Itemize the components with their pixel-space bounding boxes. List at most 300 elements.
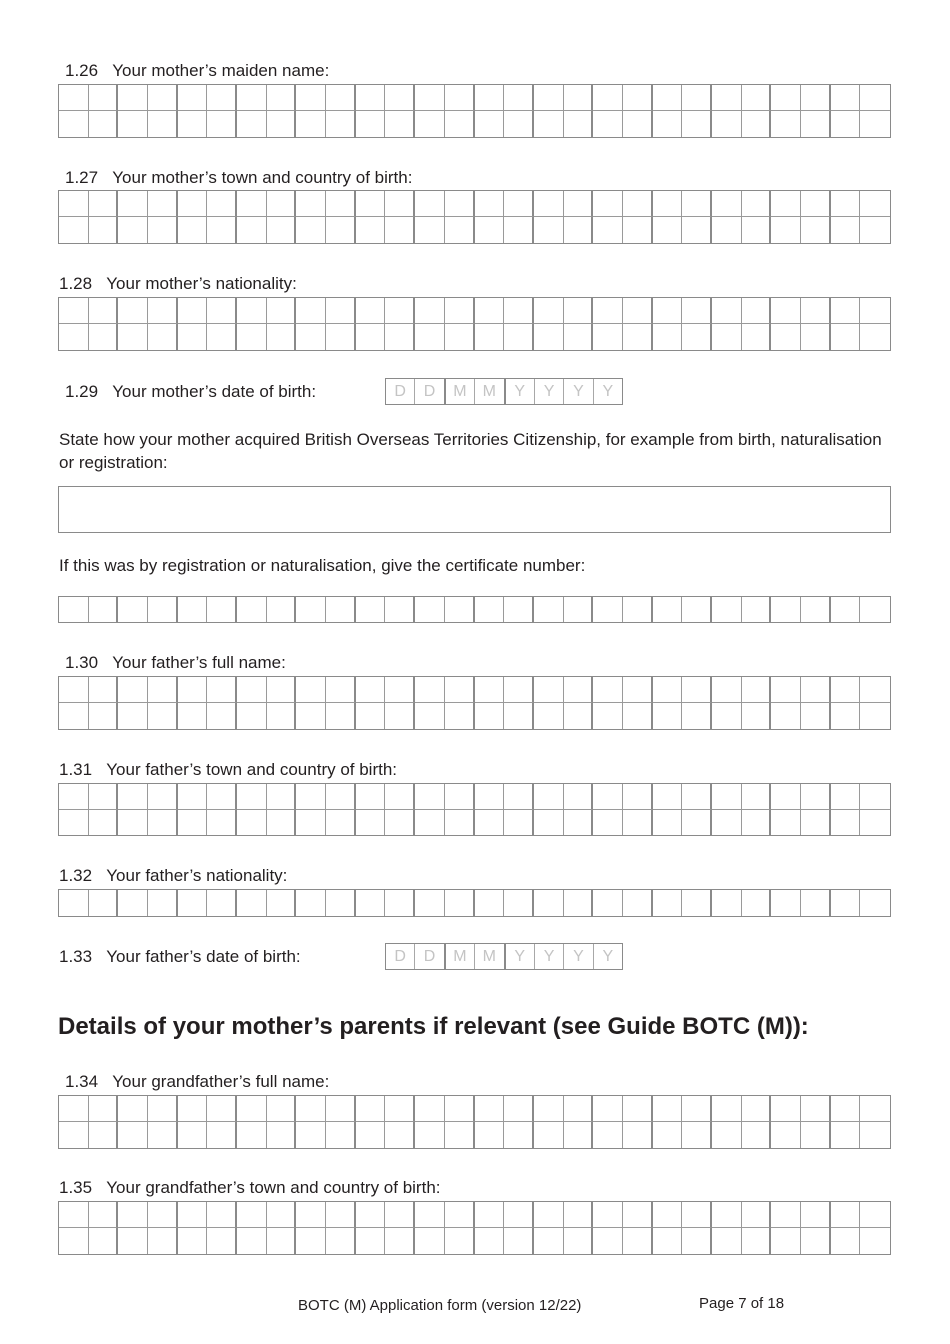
- char-box[interactable]: [682, 85, 712, 111]
- char-box[interactable]: [207, 217, 237, 243]
- char-box[interactable]: [267, 784, 297, 810]
- char-box[interactable]: [267, 298, 297, 324]
- char-box[interactable]: [712, 703, 742, 729]
- char-box[interactable]: [415, 1228, 445, 1254]
- char-box[interactable]: [712, 1202, 742, 1228]
- char-box[interactable]: [534, 1202, 564, 1228]
- char-box[interactable]: [385, 1228, 415, 1254]
- char-box[interactable]: [742, 784, 772, 810]
- char-box[interactable]: [445, 597, 475, 622]
- char-box[interactable]: [593, 324, 623, 350]
- char-box[interactable]: [831, 217, 861, 243]
- grandfather-full-name-field[interactable]: [58, 1095, 891, 1149]
- char-box[interactable]: [237, 703, 267, 729]
- char-box[interactable]: [385, 324, 415, 350]
- char-box[interactable]: [771, 1202, 801, 1228]
- char-box[interactable]: [148, 810, 178, 836]
- char-box[interactable]: [118, 597, 148, 622]
- char-box[interactable]: [504, 324, 534, 350]
- char-box[interactable]: [445, 703, 475, 729]
- char-box[interactable]: [148, 784, 178, 810]
- char-box[interactable]: [593, 703, 623, 729]
- char-box[interactable]: [771, 191, 801, 217]
- char-box[interactable]: [623, 191, 653, 217]
- char-box[interactable]: [653, 1122, 683, 1148]
- char-box[interactable]: [267, 677, 297, 703]
- char-box[interactable]: [178, 298, 208, 324]
- date-digit-box[interactable]: Y: [506, 379, 535, 404]
- char-box[interactable]: [801, 597, 831, 622]
- char-box[interactable]: [653, 1096, 683, 1122]
- char-box[interactable]: [207, 597, 237, 622]
- char-box[interactable]: [475, 1202, 505, 1228]
- char-box[interactable]: [267, 85, 297, 111]
- char-box[interactable]: [415, 810, 445, 836]
- char-box[interactable]: [860, 1122, 890, 1148]
- char-box[interactable]: [504, 703, 534, 729]
- char-box[interactable]: [504, 784, 534, 810]
- char-box[interactable]: [801, 810, 831, 836]
- char-box[interactable]: [742, 703, 772, 729]
- char-box[interactable]: [237, 1228, 267, 1254]
- char-box[interactable]: [534, 298, 564, 324]
- char-box[interactable]: [237, 597, 267, 622]
- char-box[interactable]: [118, 324, 148, 350]
- char-box[interactable]: [623, 1228, 653, 1254]
- char-box[interactable]: [59, 217, 89, 243]
- char-box[interactable]: [623, 703, 653, 729]
- char-box[interactable]: [415, 784, 445, 810]
- char-box[interactable]: [860, 890, 890, 916]
- char-box[interactable]: [445, 324, 475, 350]
- date-digit-box[interactable]: M: [475, 379, 505, 404]
- certificate-number-field[interactable]: [58, 596, 891, 623]
- char-box[interactable]: [534, 597, 564, 622]
- char-box[interactable]: [653, 298, 683, 324]
- char-box[interactable]: [207, 784, 237, 810]
- char-box[interactable]: [59, 111, 89, 137]
- char-box[interactable]: [860, 298, 890, 324]
- char-box[interactable]: [742, 85, 772, 111]
- char-box[interactable]: [326, 111, 356, 137]
- char-box[interactable]: [385, 85, 415, 111]
- char-box[interactable]: [237, 298, 267, 324]
- char-box[interactable]: [593, 298, 623, 324]
- char-box[interactable]: [742, 597, 772, 622]
- char-box[interactable]: [89, 890, 119, 916]
- char-box[interactable]: [415, 298, 445, 324]
- char-box[interactable]: [623, 784, 653, 810]
- char-box[interactable]: [89, 1122, 119, 1148]
- char-box[interactable]: [593, 85, 623, 111]
- char-box[interactable]: [296, 1228, 326, 1254]
- char-box[interactable]: [296, 810, 326, 836]
- char-box[interactable]: [623, 217, 653, 243]
- char-box[interactable]: [564, 217, 594, 243]
- char-box[interactable]: [118, 677, 148, 703]
- char-box[interactable]: [623, 677, 653, 703]
- char-box[interactable]: [207, 1096, 237, 1122]
- char-box[interactable]: [712, 597, 742, 622]
- char-box[interactable]: [712, 191, 742, 217]
- char-box[interactable]: [653, 677, 683, 703]
- char-box[interactable]: [860, 597, 890, 622]
- char-box[interactable]: [653, 111, 683, 137]
- char-box[interactable]: [59, 784, 89, 810]
- char-box[interactable]: [207, 85, 237, 111]
- char-box[interactable]: [682, 324, 712, 350]
- char-box[interactable]: [801, 784, 831, 810]
- char-box[interactable]: [445, 1202, 475, 1228]
- char-box[interactable]: [178, 111, 208, 137]
- char-box[interactable]: [59, 810, 89, 836]
- char-box[interactable]: [178, 677, 208, 703]
- char-box[interactable]: [534, 1122, 564, 1148]
- char-box[interactable]: [385, 784, 415, 810]
- char-box[interactable]: [593, 677, 623, 703]
- char-box[interactable]: [475, 677, 505, 703]
- char-box[interactable]: [771, 85, 801, 111]
- char-box[interactable]: [118, 1228, 148, 1254]
- mother-birthplace-field[interactable]: [58, 190, 891, 244]
- char-box[interactable]: [207, 324, 237, 350]
- char-box[interactable]: [623, 85, 653, 111]
- char-box[interactable]: [148, 597, 178, 622]
- char-box[interactable]: [771, 1096, 801, 1122]
- char-box[interactable]: [860, 810, 890, 836]
- date-digit-box[interactable]: Y: [602, 947, 614, 965]
- char-box[interactable]: [742, 111, 772, 137]
- char-box[interactable]: [296, 703, 326, 729]
- char-box[interactable]: [89, 111, 119, 137]
- char-box[interactable]: [89, 597, 119, 622]
- char-box[interactable]: [178, 890, 208, 916]
- char-box[interactable]: [475, 890, 505, 916]
- char-box[interactable]: [89, 1202, 119, 1228]
- char-box[interactable]: [504, 111, 534, 137]
- char-box[interactable]: [296, 890, 326, 916]
- char-box[interactable]: [207, 703, 237, 729]
- char-box[interactable]: [712, 85, 742, 111]
- char-box[interactable]: [475, 191, 505, 217]
- char-box[interactable]: [831, 324, 861, 350]
- date-digit-box[interactable]: M: [475, 944, 505, 969]
- char-box[interactable]: [475, 784, 505, 810]
- date-digit-box[interactable]: M: [446, 944, 475, 969]
- char-box[interactable]: [831, 810, 861, 836]
- char-box[interactable]: [415, 85, 445, 111]
- char-box[interactable]: [326, 1096, 356, 1122]
- char-box[interactable]: [771, 810, 801, 836]
- char-box[interactable]: [296, 677, 326, 703]
- char-box[interactable]: [385, 703, 415, 729]
- char-box[interactable]: [148, 85, 178, 111]
- char-box[interactable]: [771, 324, 801, 350]
- char-box[interactable]: [712, 111, 742, 137]
- char-box[interactable]: [475, 1096, 505, 1122]
- char-box[interactable]: [178, 1228, 208, 1254]
- char-box[interactable]: [415, 677, 445, 703]
- char-box[interactable]: [712, 810, 742, 836]
- char-box[interactable]: [742, 298, 772, 324]
- char-box[interactable]: [593, 810, 623, 836]
- char-box[interactable]: [564, 703, 594, 729]
- char-box[interactable]: [89, 810, 119, 836]
- char-box[interactable]: [475, 217, 505, 243]
- char-box[interactable]: [682, 1228, 712, 1254]
- char-box[interactable]: [831, 890, 861, 916]
- acquisition-method-field[interactable]: [58, 486, 891, 533]
- char-box[interactable]: [801, 1096, 831, 1122]
- char-box[interactable]: [801, 217, 831, 243]
- char-box[interactable]: [564, 784, 594, 810]
- char-box[interactable]: [623, 1096, 653, 1122]
- char-box[interactable]: [831, 1202, 861, 1228]
- char-box[interactable]: [148, 298, 178, 324]
- char-box[interactable]: [742, 1228, 772, 1254]
- char-box[interactable]: [296, 597, 326, 622]
- char-box[interactable]: [237, 1122, 267, 1148]
- char-box[interactable]: [445, 191, 475, 217]
- char-box[interactable]: [237, 677, 267, 703]
- char-box[interactable]: [831, 111, 861, 137]
- char-box[interactable]: [207, 1202, 237, 1228]
- char-box[interactable]: [742, 191, 772, 217]
- char-box[interactable]: [593, 1202, 623, 1228]
- char-box[interactable]: [504, 298, 534, 324]
- char-box[interactable]: [682, 810, 712, 836]
- char-box[interactable]: [712, 890, 742, 916]
- mother-dob-field[interactable]: [385, 378, 623, 405]
- char-box[interactable]: [564, 1122, 594, 1148]
- char-box[interactable]: [504, 677, 534, 703]
- char-box[interactable]: [504, 1122, 534, 1148]
- char-box[interactable]: [118, 810, 148, 836]
- char-box[interactable]: [860, 677, 890, 703]
- char-box[interactable]: [623, 324, 653, 350]
- char-box[interactable]: [267, 191, 297, 217]
- char-box[interactable]: [475, 1122, 505, 1148]
- father-nationality-field[interactable]: [58, 889, 891, 917]
- char-box[interactable]: [59, 703, 89, 729]
- char-box[interactable]: [653, 1228, 683, 1254]
- char-box[interactable]: [207, 1122, 237, 1148]
- char-box[interactable]: [712, 1096, 742, 1122]
- char-box[interactable]: [475, 597, 505, 622]
- char-box[interactable]: [445, 677, 475, 703]
- char-box[interactable]: [148, 890, 178, 916]
- char-box[interactable]: [59, 597, 89, 622]
- char-box[interactable]: [445, 784, 475, 810]
- char-box[interactable]: [356, 890, 386, 916]
- char-box[interactable]: [445, 890, 475, 916]
- char-box[interactable]: [860, 703, 890, 729]
- char-box[interactable]: [267, 217, 297, 243]
- char-box[interactable]: [118, 298, 148, 324]
- char-box[interactable]: [148, 677, 178, 703]
- char-box[interactable]: [712, 298, 742, 324]
- char-box[interactable]: [771, 677, 801, 703]
- char-box[interactable]: [445, 1096, 475, 1122]
- char-box[interactable]: [178, 810, 208, 836]
- char-box[interactable]: [623, 111, 653, 137]
- char-box[interactable]: [237, 111, 267, 137]
- char-box[interactable]: [564, 890, 594, 916]
- char-box[interactable]: [860, 324, 890, 350]
- char-box[interactable]: [623, 1122, 653, 1148]
- char-box[interactable]: [504, 191, 534, 217]
- char-box[interactable]: [682, 703, 712, 729]
- char-box[interactable]: [475, 1228, 505, 1254]
- char-box[interactable]: [534, 1096, 564, 1122]
- char-box[interactable]: [445, 298, 475, 324]
- char-box[interactable]: [564, 324, 594, 350]
- char-box[interactable]: [831, 298, 861, 324]
- char-box[interactable]: [415, 111, 445, 137]
- char-box[interactable]: [237, 810, 267, 836]
- date-digit-box[interactable]: D: [386, 944, 415, 969]
- char-box[interactable]: [326, 677, 356, 703]
- char-box[interactable]: [296, 85, 326, 111]
- char-box[interactable]: [831, 191, 861, 217]
- char-box[interactable]: [148, 217, 178, 243]
- char-box[interactable]: [267, 703, 297, 729]
- char-box[interactable]: [534, 703, 564, 729]
- char-box[interactable]: [296, 217, 326, 243]
- char-box[interactable]: [860, 85, 890, 111]
- char-box[interactable]: [326, 1202, 356, 1228]
- char-box[interactable]: [682, 677, 712, 703]
- char-box[interactable]: [860, 1228, 890, 1254]
- char-box[interactable]: [267, 1122, 297, 1148]
- char-box[interactable]: [801, 1228, 831, 1254]
- char-box[interactable]: [831, 784, 861, 810]
- char-box[interactable]: [623, 1202, 653, 1228]
- char-box[interactable]: [326, 597, 356, 622]
- char-box[interactable]: [742, 677, 772, 703]
- char-box[interactable]: [831, 1122, 861, 1148]
- char-box[interactable]: [415, 890, 445, 916]
- char-box[interactable]: [356, 597, 386, 622]
- char-box[interactable]: [237, 217, 267, 243]
- char-box[interactable]: [59, 324, 89, 350]
- char-box[interactable]: [326, 324, 356, 350]
- char-box[interactable]: [148, 1096, 178, 1122]
- char-box[interactable]: [712, 784, 742, 810]
- char-box[interactable]: [534, 111, 564, 137]
- char-box[interactable]: [801, 191, 831, 217]
- char-box[interactable]: [593, 1096, 623, 1122]
- char-box[interactable]: [148, 324, 178, 350]
- char-box[interactable]: [207, 1228, 237, 1254]
- char-box[interactable]: [296, 111, 326, 137]
- date-digit-box[interactable]: D: [415, 379, 445, 404]
- char-box[interactable]: [415, 1122, 445, 1148]
- char-box[interactable]: [267, 1228, 297, 1254]
- char-box[interactable]: [534, 890, 564, 916]
- char-box[interactable]: [385, 111, 415, 137]
- char-box[interactable]: [771, 217, 801, 243]
- char-box[interactable]: [860, 217, 890, 243]
- char-box[interactable]: [593, 1228, 623, 1254]
- char-box[interactable]: [801, 890, 831, 916]
- char-box[interactable]: [801, 1202, 831, 1228]
- char-box[interactable]: [385, 217, 415, 243]
- char-box[interactable]: [860, 1202, 890, 1228]
- char-box[interactable]: [89, 677, 119, 703]
- char-box[interactable]: [771, 298, 801, 324]
- char-box[interactable]: [564, 111, 594, 137]
- char-box[interactable]: [89, 324, 119, 350]
- char-box[interactable]: [593, 191, 623, 217]
- char-box[interactable]: [771, 597, 801, 622]
- char-box[interactable]: [237, 85, 267, 111]
- char-box[interactable]: [207, 810, 237, 836]
- mother-nationality-field[interactable]: [58, 297, 891, 351]
- char-box[interactable]: [475, 810, 505, 836]
- char-box[interactable]: [742, 890, 772, 916]
- char-box[interactable]: [682, 111, 712, 137]
- char-box[interactable]: [534, 191, 564, 217]
- char-box[interactable]: [178, 191, 208, 217]
- char-box[interactable]: [385, 298, 415, 324]
- char-box[interactable]: [385, 677, 415, 703]
- char-box[interactable]: [118, 85, 148, 111]
- char-box[interactable]: [59, 298, 89, 324]
- char-box[interactable]: [118, 703, 148, 729]
- char-box[interactable]: [504, 890, 534, 916]
- char-box[interactable]: [356, 1096, 386, 1122]
- char-box[interactable]: [475, 324, 505, 350]
- char-box[interactable]: [207, 191, 237, 217]
- father-birthplace-field[interactable]: [58, 783, 891, 836]
- char-box[interactable]: [385, 597, 415, 622]
- father-full-name-field[interactable]: [58, 676, 891, 730]
- char-box[interactable]: [653, 890, 683, 916]
- char-box[interactable]: [742, 324, 772, 350]
- char-box[interactable]: [653, 784, 683, 810]
- char-box[interactable]: [326, 217, 356, 243]
- char-box[interactable]: [564, 85, 594, 111]
- char-box[interactable]: [682, 597, 712, 622]
- char-box[interactable]: [356, 217, 386, 243]
- char-box[interactable]: [504, 810, 534, 836]
- char-box[interactable]: [326, 810, 356, 836]
- date-digit-box[interactable]: D: [415, 944, 445, 969]
- char-box[interactable]: [682, 890, 712, 916]
- char-box[interactable]: [178, 1122, 208, 1148]
- char-box[interactable]: [356, 703, 386, 729]
- date-digit-box[interactable]: Y: [564, 379, 593, 404]
- char-box[interactable]: [504, 85, 534, 111]
- date-digit-box[interactable]: Y: [564, 944, 593, 969]
- char-box[interactable]: [771, 1228, 801, 1254]
- char-box[interactable]: [267, 111, 297, 137]
- char-box[interactable]: [445, 217, 475, 243]
- char-box[interactable]: [445, 85, 475, 111]
- char-box[interactable]: [385, 1096, 415, 1122]
- char-box[interactable]: [118, 784, 148, 810]
- date-digit-box[interactable]: Y: [602, 382, 614, 400]
- char-box[interactable]: [712, 1228, 742, 1254]
- char-box[interactable]: [771, 703, 801, 729]
- char-box[interactable]: [385, 1202, 415, 1228]
- char-box[interactable]: [801, 298, 831, 324]
- char-box[interactable]: [712, 1122, 742, 1148]
- char-box[interactable]: [59, 890, 89, 916]
- char-box[interactable]: [653, 597, 683, 622]
- char-box[interactable]: [296, 324, 326, 350]
